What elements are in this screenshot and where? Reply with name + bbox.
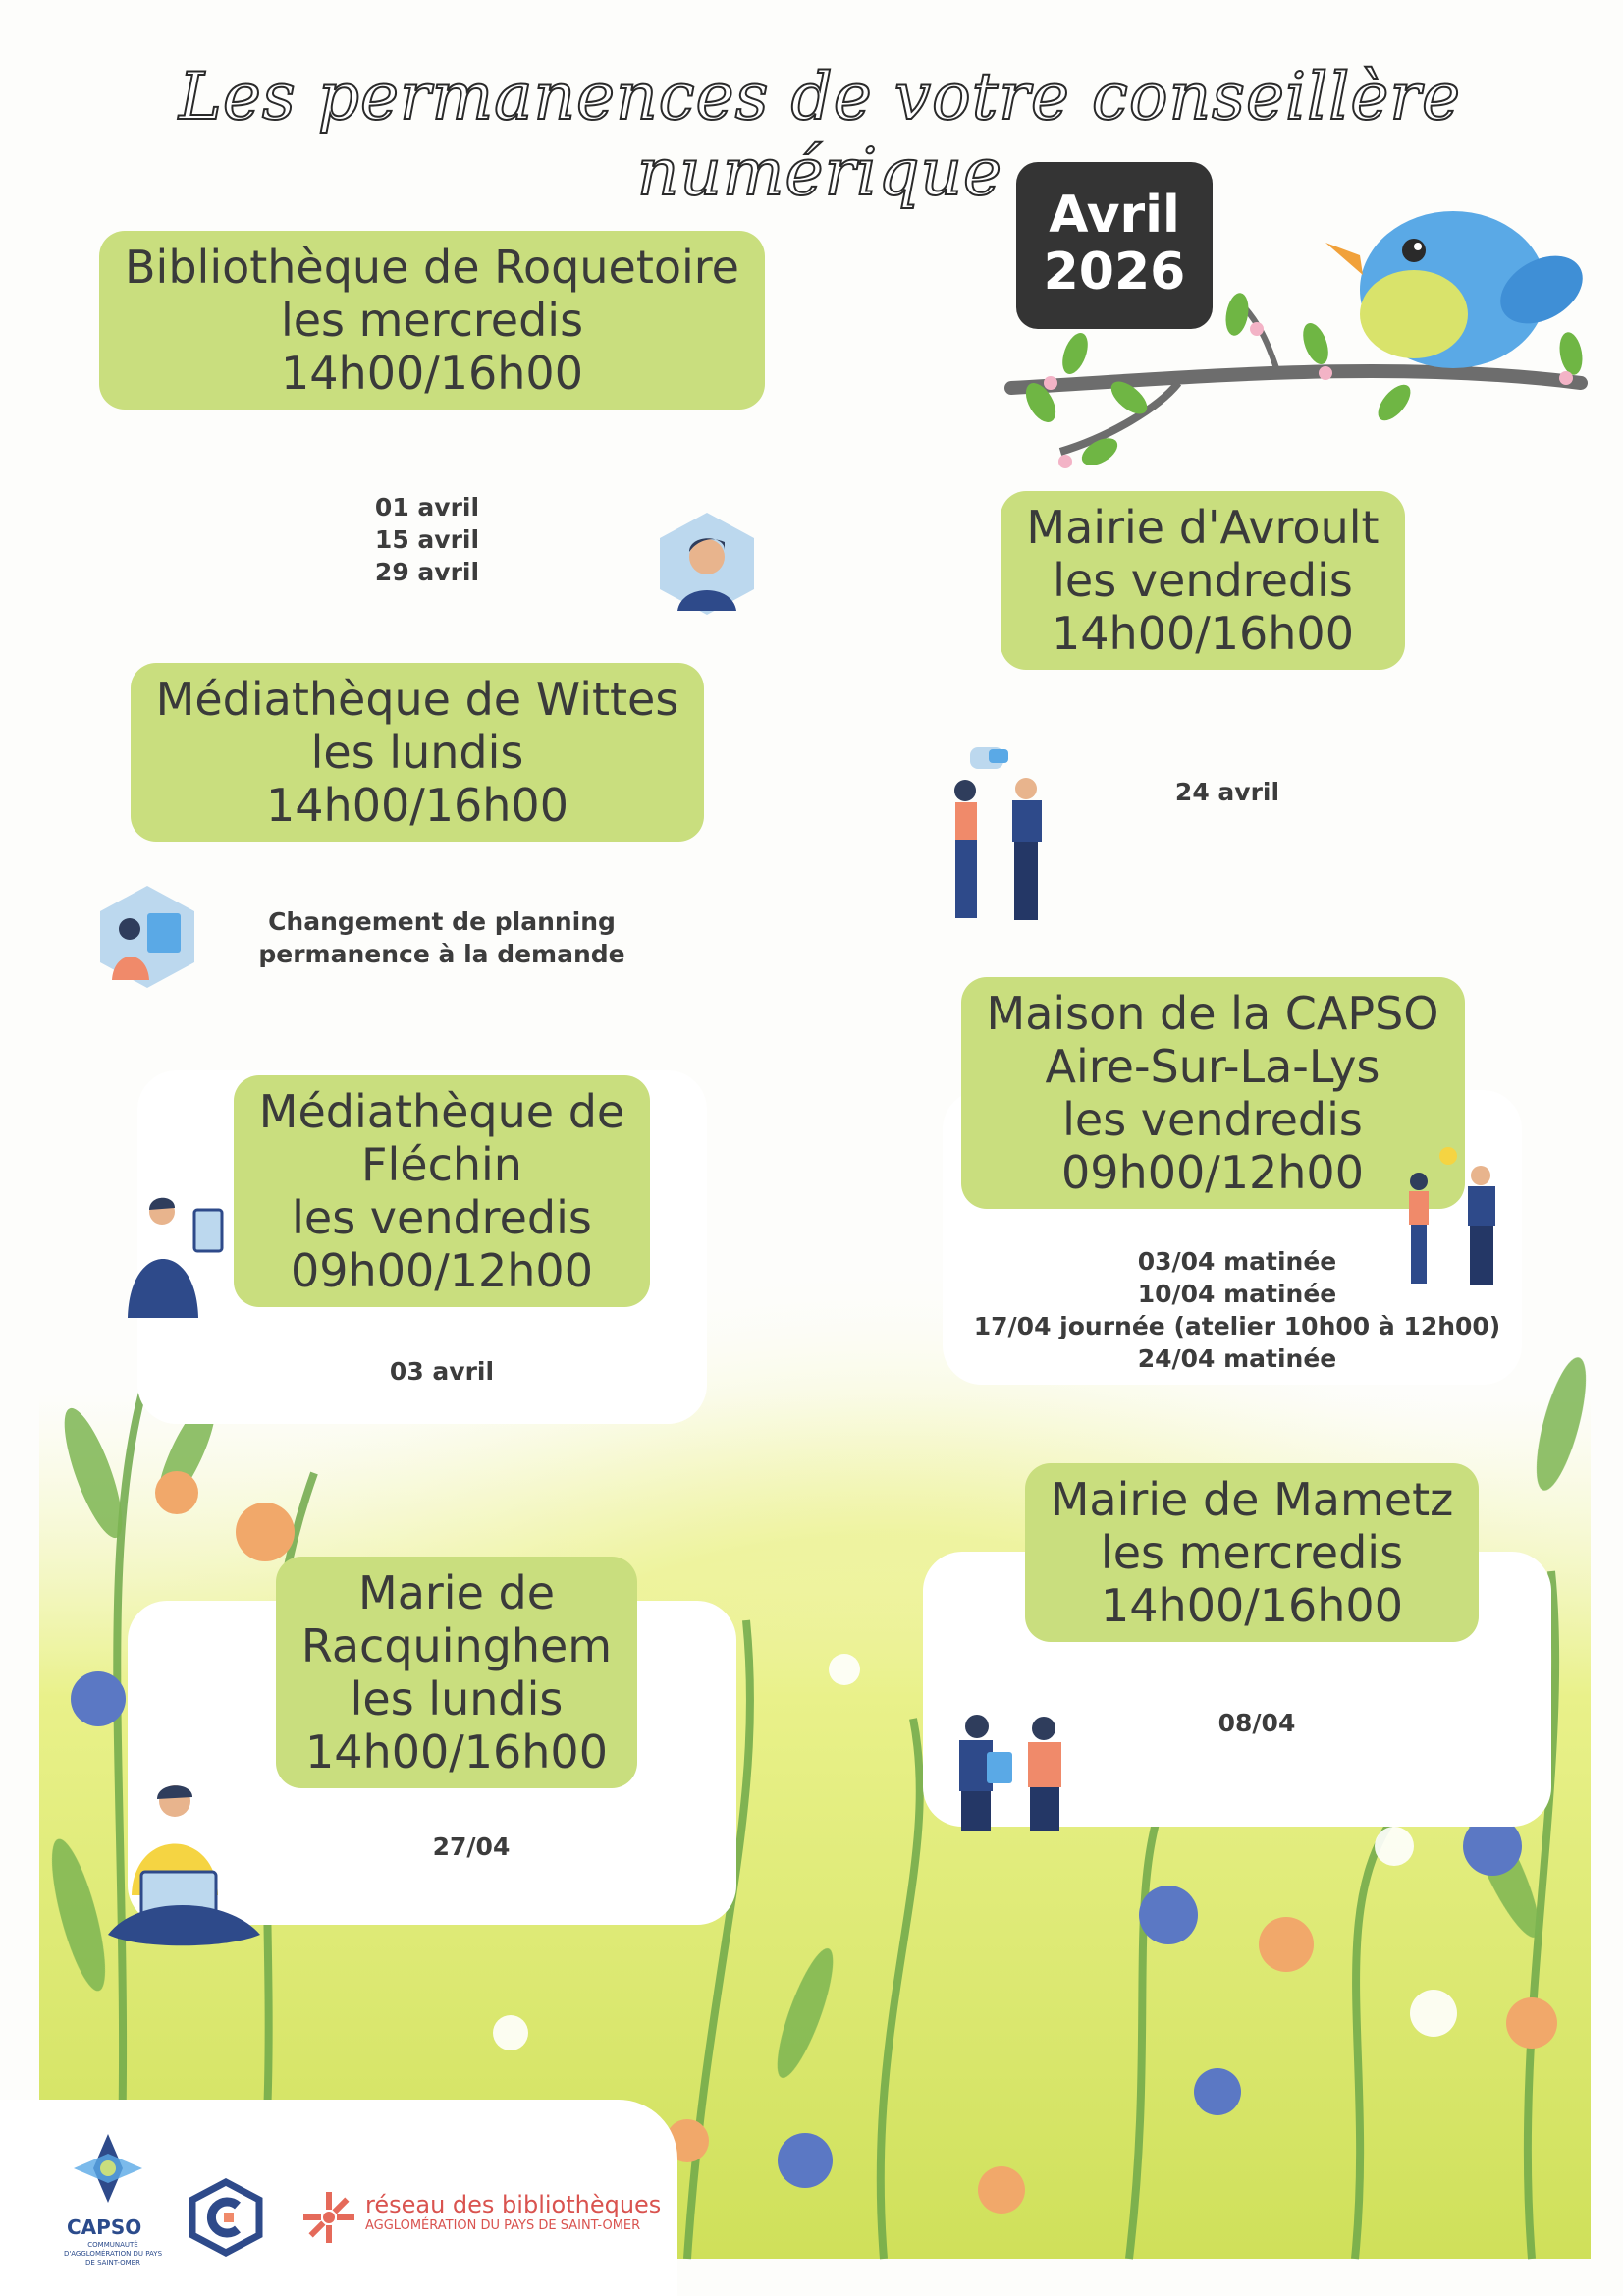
venue-name: Médiathèque de xyxy=(258,1085,625,1138)
date-item: 01 avril xyxy=(374,493,480,521)
reseau-logo-icon xyxy=(299,2188,358,2247)
venue-flechin xyxy=(196,1075,687,1307)
venue-days: les lundis xyxy=(310,726,524,779)
venue-days: les vendredis xyxy=(1053,554,1353,607)
dates-mametz xyxy=(1149,1707,1365,1739)
venue-racquinghem xyxy=(241,1557,673,1788)
footer-logos xyxy=(0,2100,677,2296)
venue-days: les vendredis xyxy=(1062,1093,1363,1146)
dates-avroult xyxy=(1100,776,1355,808)
capso-logo-subtitle: COMMUNAUTÉ D'AGGLOMÉRATION DU PAYS DE SAINT-OMER xyxy=(63,2241,163,2267)
month-label: Avril xyxy=(1049,186,1180,245)
venue-roquetoire xyxy=(59,231,805,410)
man-portrait-icon xyxy=(660,513,754,615)
date-item: 03/04 matinée xyxy=(1137,1247,1337,1276)
venue-hours: 14h00/16h00 xyxy=(1101,1579,1403,1632)
idea-people-icon xyxy=(1399,1144,1527,1291)
date-item: 15 avril xyxy=(374,525,480,554)
date-item: 29 avril xyxy=(374,558,480,586)
venue-hours: 14h00/16h00 xyxy=(281,347,583,400)
people-tablet-icon xyxy=(947,1709,1075,1836)
dates-roquetoire xyxy=(295,491,560,588)
date-item: 24/04 matinée xyxy=(1137,1344,1337,1373)
date-item: 17/04 journée (atelier 10h00 à 12h00) xyxy=(973,1312,1501,1340)
venue-days: les lundis xyxy=(350,1672,564,1725)
venue-hours: 09h00/12h00 xyxy=(291,1244,593,1297)
venue-days: les vendredis xyxy=(292,1191,592,1244)
venue-box xyxy=(1001,491,1404,670)
person-clipboard-icon xyxy=(118,1190,226,1318)
venue-name-line2: Racquinghem xyxy=(300,1619,613,1672)
capso-logo-label: CAPSO xyxy=(67,2215,142,2239)
date-item: 10/04 matinée xyxy=(1137,1280,1337,1308)
venue-name-line2: Fléchin xyxy=(361,1138,522,1191)
venue-name: Marie de xyxy=(358,1566,555,1619)
venue-hours: 14h00/16h00 xyxy=(266,779,568,832)
people-talking-icon xyxy=(938,741,1065,928)
venue-box xyxy=(1025,1463,1480,1642)
venue-box xyxy=(99,231,765,410)
venue-wittes xyxy=(88,663,746,842)
reseau-logo-text xyxy=(365,2191,661,2233)
dates-racquinghem xyxy=(373,1831,569,1863)
date-item: Changement de planning xyxy=(268,907,616,936)
venue-name: Maison de la CAPSO xyxy=(986,987,1439,1040)
venue-name-line2: Aire-Sur-La-Lys xyxy=(1045,1040,1380,1093)
date-item: 24 avril xyxy=(1174,778,1280,806)
date-item: 03 avril xyxy=(389,1357,495,1386)
venue-hours: 09h00/12h00 xyxy=(1061,1146,1364,1199)
bird-illustration xyxy=(992,182,1600,476)
reseau-title: réseau des bibliothèques xyxy=(365,2191,662,2218)
venue-name: Mairie de Mametz xyxy=(1050,1473,1454,1526)
venue-avroult xyxy=(938,491,1468,670)
person-at-screen-icon xyxy=(100,886,194,988)
poster-title: Les permanences de votre conseillère numérique xyxy=(178,59,1462,210)
venue-box xyxy=(131,663,705,842)
venue-box xyxy=(961,977,1465,1209)
dates-flechin xyxy=(324,1355,560,1388)
dates-wittes xyxy=(245,905,638,970)
venue-hours: 14h00/16h00 xyxy=(305,1725,608,1778)
date-item: 27/04 xyxy=(432,1832,511,1861)
date-item: permanence à la demande xyxy=(258,940,625,968)
venue-days: les mercredis xyxy=(1100,1526,1404,1579)
year-label: 2026 xyxy=(1043,243,1186,301)
venue-mametz xyxy=(1016,1463,1488,1642)
venue-name: Bibliothèque de Roquetoire xyxy=(125,241,739,294)
c-hexagon-logo-icon xyxy=(187,2178,265,2257)
venue-name: Mairie d'Avroult xyxy=(1026,501,1380,554)
capso-logo-icon xyxy=(69,2129,147,2208)
venue-name: Médiathèque de Wittes xyxy=(155,673,679,726)
reseau-subtitle: AGGLOMÉRATION DU PAYS DE SAINT-OMER xyxy=(365,2218,641,2233)
venue-days: les mercredis xyxy=(280,294,584,347)
date-item: 08/04 xyxy=(1217,1709,1296,1737)
man-laptop-icon xyxy=(98,1777,265,1964)
venue-hours: 14h00/16h00 xyxy=(1052,607,1354,660)
venue-box xyxy=(276,1557,637,1788)
venue-box xyxy=(234,1075,650,1307)
